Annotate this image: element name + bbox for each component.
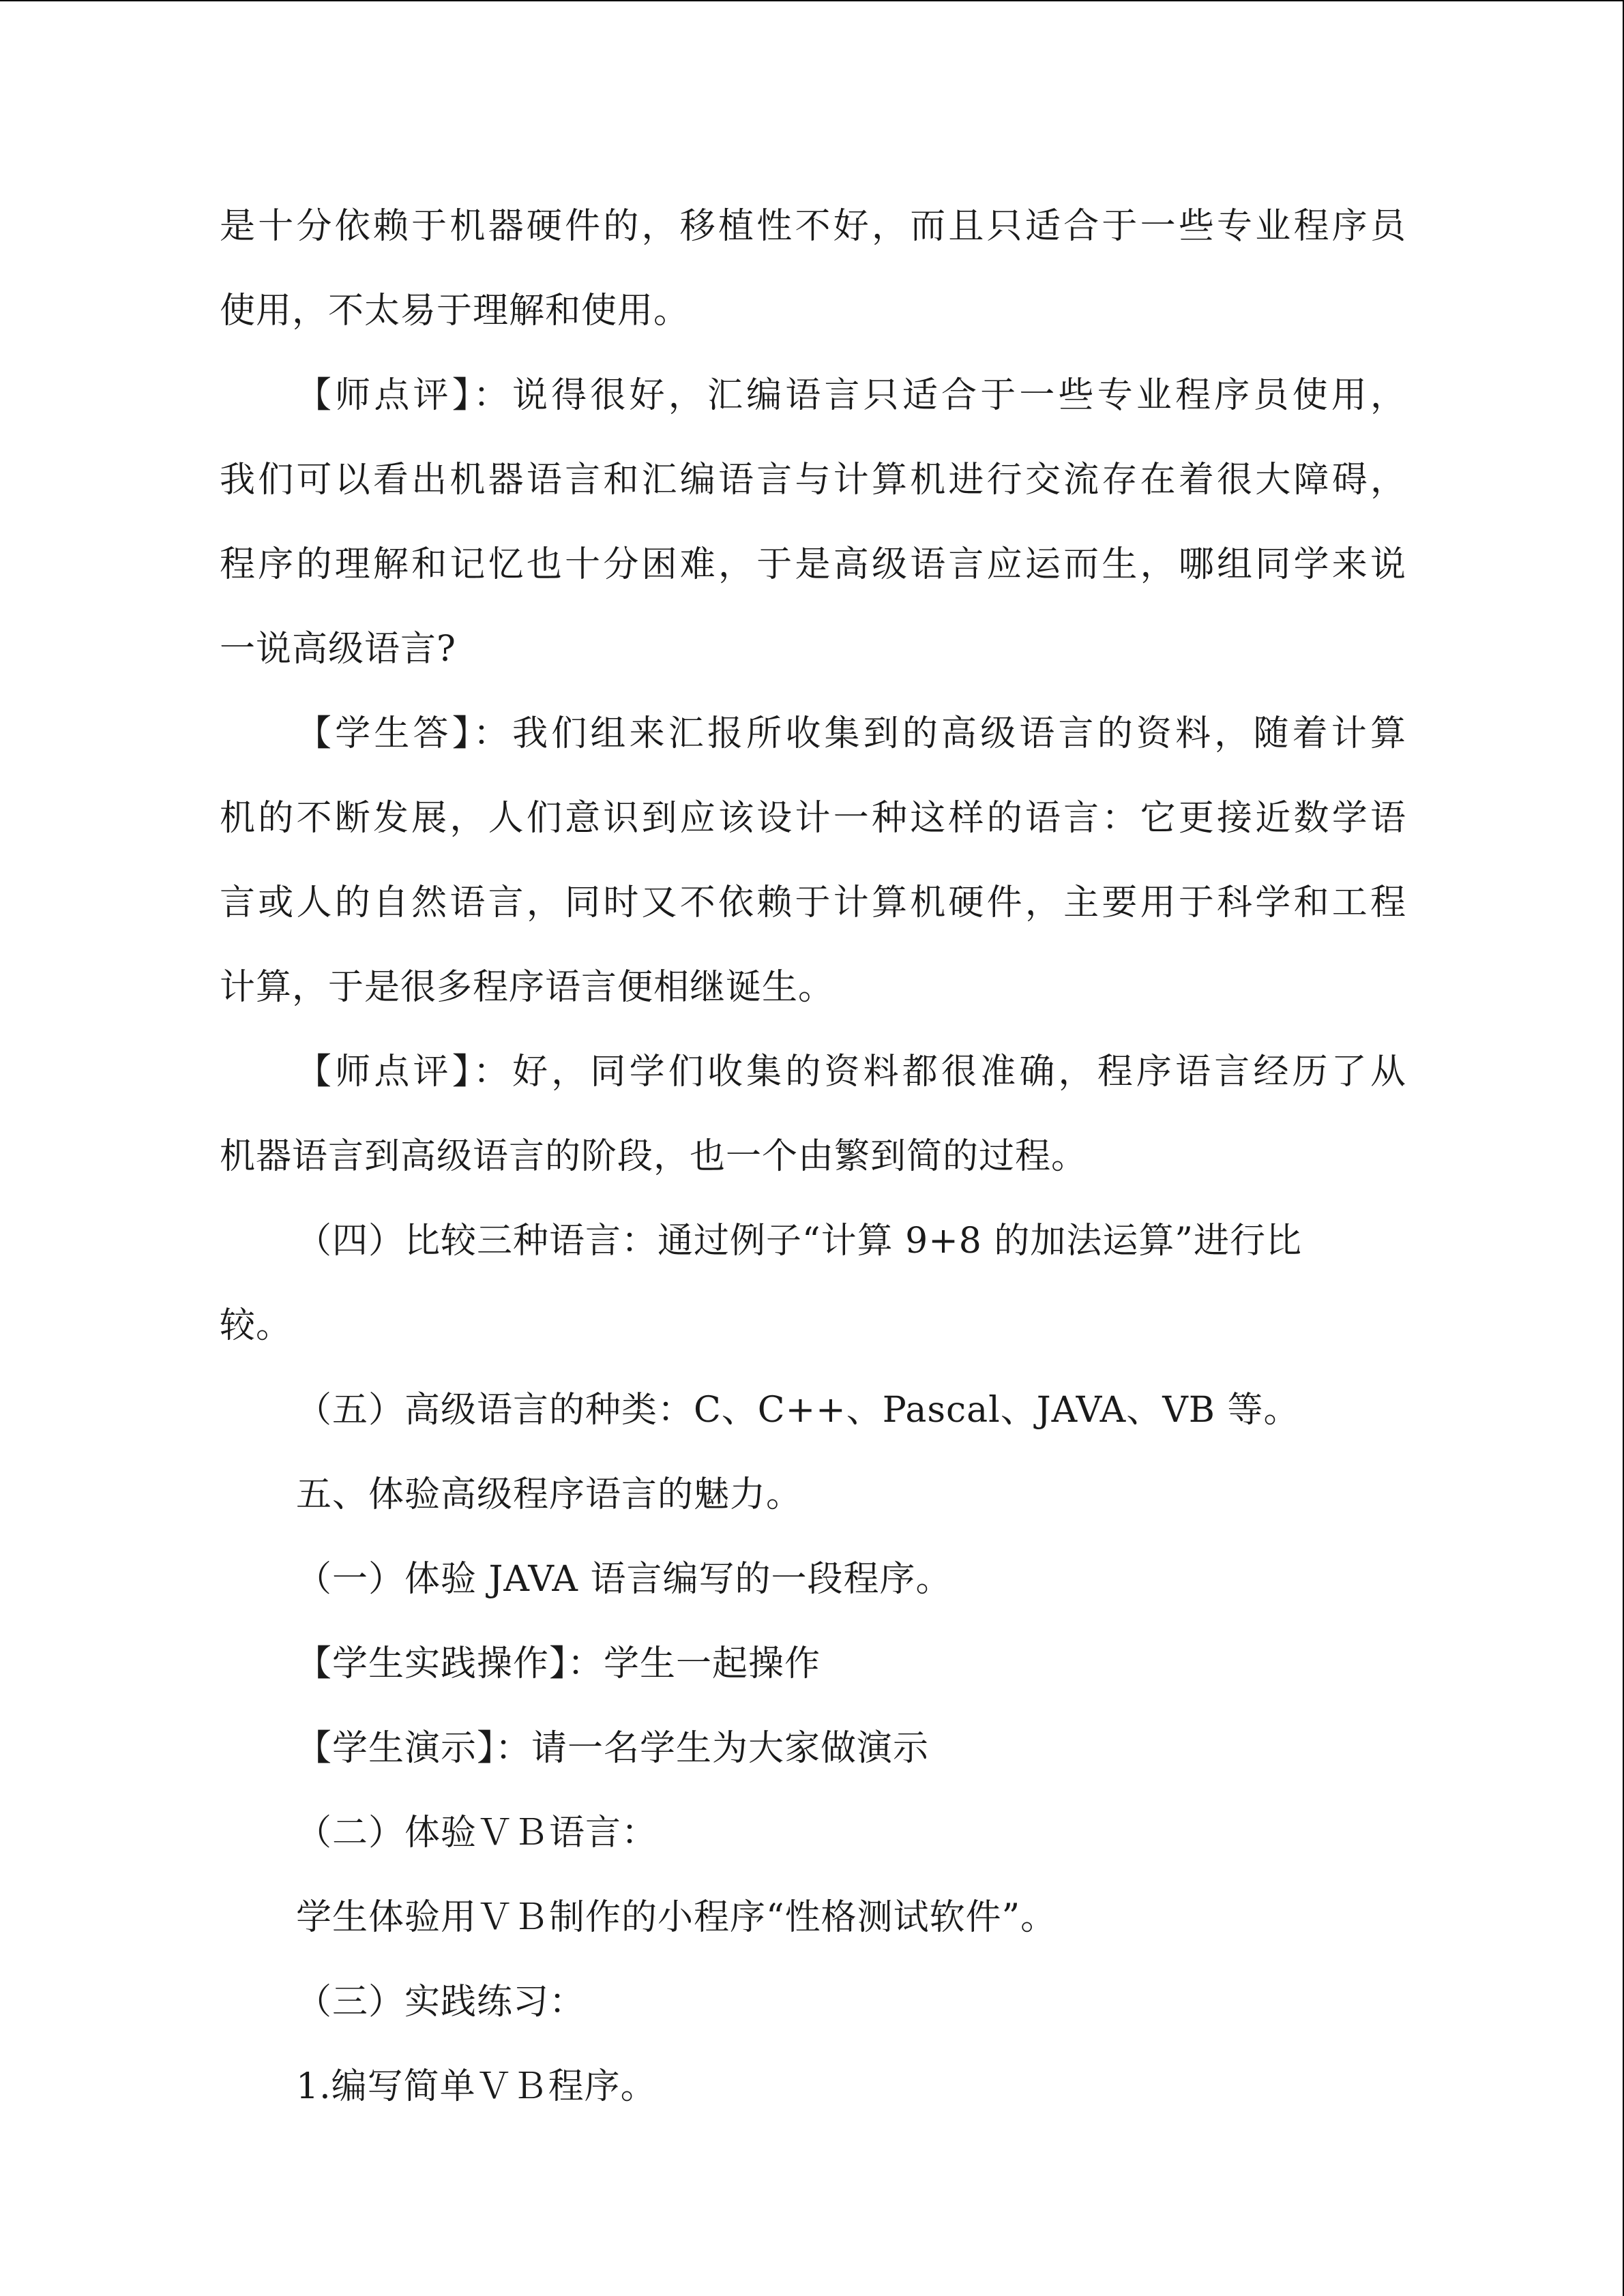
text-line: 机的不断发展，人们意识到应该设计一种这样的语言：它更接近数学语 — [220, 798, 1406, 839]
section-compare-languages: （四）比较三种语言：通过例子“计算 9+8 的加法运算”进行比 — [296, 1221, 1302, 1262]
text-line: 计算，于是很多程序语言便相继诞生。 — [220, 967, 835, 1008]
text-line: 我们可以看出机器语言和汇编语言与计算机进行交流存在着很大障碍， — [220, 460, 1406, 501]
paragraph-teacher-comment: 【师点评】：好，同学们收集的资料都很准确，程序语言经历了从 — [296, 1052, 1406, 1092]
text-line: 言或人的自然语言，同时又不依赖于计算机硬件，主要用于科学和工程 — [220, 882, 1406, 923]
student-practice: 【学生实践操作】：学生一起操作 — [296, 1643, 821, 1684]
section-language-types: （五）高级语言的种类：C、C++、Pascal、JAVA、VB 等。 — [296, 1390, 1300, 1431]
text-line: 是十分依赖于机器硬件的，移植性不好，而且只适合于一些专业程序员 — [220, 206, 1406, 247]
subsection-practice: （三）实践练习： — [296, 1982, 586, 2023]
section-heading: 五、体验高级程序语言的魅力。 — [296, 1474, 803, 1515]
text-line: 较。 — [220, 1305, 293, 1346]
student-demo: 【学生演示】：请一名学生为大家做演示 — [296, 1728, 930, 1769]
text-line: 机器语言到高级语言的阶段，也一个由繁到简的过程。 — [220, 1136, 1088, 1177]
text-line: 一说高级语言? — [220, 629, 456, 670]
text-line: 学生体验用ＶＢ制作的小程序“性格测试软件”。 — [296, 1897, 1057, 1938]
paragraph-student-answer: 【学生答】：我们组来汇报所收集到的高级语言的资料，随着计算 — [296, 713, 1406, 754]
text-line: 使用，不太易于理解和使用。 — [220, 290, 690, 331]
paragraph-teacher-comment: 【师点评】：说得很好，汇编语言只适合于一些专业程序员使用， — [296, 375, 1406, 416]
list-item: 1.编写简单ＶＢ程序。 — [296, 2066, 657, 2107]
text-line: 程序的理解和记忆也十分困难，于是高级语言应运而生，哪组同学来说 — [220, 544, 1406, 585]
subsection-java: （一）体验 JAVA 语言编写的一段程序。 — [296, 1559, 952, 1600]
subsection-vb: （二）体验ＶＢ语言： — [296, 1813, 658, 1853]
document-body — [220, 184, 1406, 2129]
